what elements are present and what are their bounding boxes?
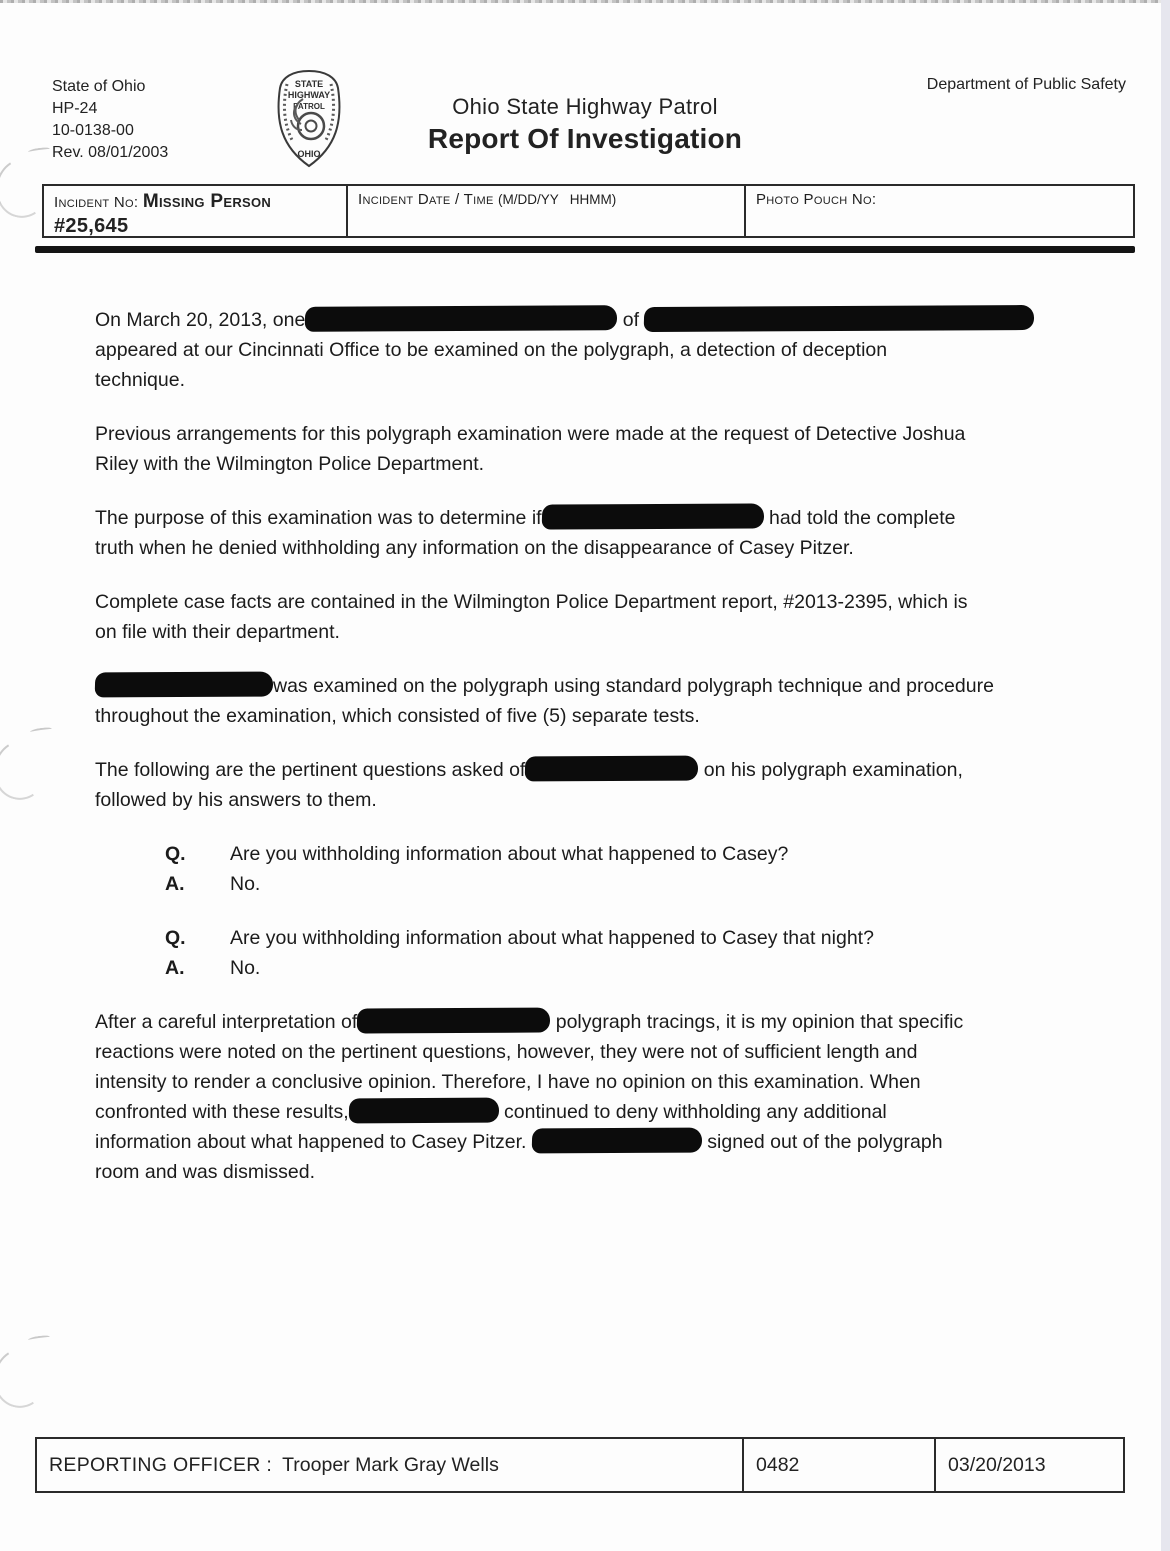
body-paragraph <box>95 305 1090 395</box>
body-text: followed by his answers to them. <box>95 789 377 811</box>
body-text: signed out of the polygraph <box>701 1131 943 1153</box>
question-label: Q. <box>165 927 186 949</box>
paragraph-line <box>95 1157 1090 1187</box>
body-text: room and was dismissed. <box>95 1161 316 1183</box>
body-text: Riley with the Wilmington Police Department. <box>95 453 485 475</box>
answer-row <box>165 869 1090 899</box>
body-paragraph <box>95 419 1090 479</box>
incident-date-cell <box>348 186 746 236</box>
redaction-bar <box>348 1098 499 1124</box>
photo-pouch-cell <box>746 186 1133 236</box>
report-title: Report Of Investigation <box>427 123 743 154</box>
paragraph-line <box>95 785 1090 815</box>
question-text: Are you withholding information about what happened to Casey that night? <box>230 927 874 949</box>
answer-label: A. <box>165 957 185 979</box>
paragraph-line <box>95 335 1090 365</box>
body-text: throughout the examination, which consisted of five (5) separate tests. <box>95 705 700 727</box>
scan-edge-right <box>1161 0 1170 1551</box>
body-text: After a careful interpretation of <box>95 1011 358 1033</box>
body-text: continued to deny withholding any additional <box>498 1101 887 1123</box>
scan-curl-artifact <box>0 734 54 805</box>
redaction-bar <box>95 672 274 698</box>
redaction-bar <box>357 1008 551 1034</box>
form-meta-line: Rev. 08/01/2003 <box>52 144 169 161</box>
question-row <box>165 923 1090 953</box>
incident-no-label: Incident No: <box>54 194 139 211</box>
body-text: On March 20, 2013, one <box>95 309 306 331</box>
reporting-officer-name: Trooper Mark Gray Wells <box>282 1453 499 1476</box>
svg-text:OHIO: OHIO <box>297 149 321 159</box>
paragraph-line <box>95 365 1090 395</box>
paragraph-line <box>95 305 1090 335</box>
body-paragraph <box>95 1007 1090 1187</box>
paragraph-line <box>95 1007 1090 1037</box>
paragraph-line <box>95 1127 1090 1157</box>
body-text: The purpose of this examination was to determine if <box>95 507 542 529</box>
body-text: had told the complete <box>763 507 956 529</box>
paragraph-line <box>95 449 1090 479</box>
question-answer-block <box>95 839 1090 899</box>
incident-no-cell <box>44 186 348 236</box>
report-date: 03/20/2013 <box>948 1453 1046 1476</box>
svg-text:PATROL: PATROL <box>293 102 325 111</box>
photo-pouch-label: Photo Pouch No: <box>756 191 877 208</box>
paragraph-line <box>95 419 1090 449</box>
body-paragraph <box>95 503 1090 563</box>
body-text: reactions were noted on the pertinent questions, however, they were not of sufficient length and <box>95 1041 918 1063</box>
redaction-bar <box>541 504 764 530</box>
redaction-bar <box>525 756 699 782</box>
svg-text:STATE: STATE <box>294 79 324 89</box>
answer-text: No. <box>230 873 261 895</box>
header-titles <box>0 94 1170 155</box>
redaction-bar <box>305 306 618 333</box>
incident-no-value: Missing Person <box>142 191 272 212</box>
answer-text: No. <box>230 957 261 979</box>
reporting-officer-label: REPORTING OFFICER : <box>49 1453 273 1476</box>
body-text: technique. <box>95 369 185 391</box>
body-text: The following are the pertinent questions asked of <box>95 759 526 781</box>
redaction-bar <box>644 305 1035 332</box>
incident-date-format: (M/DD/YY HHMM) <box>498 192 617 207</box>
report-date-cell <box>936 1439 1123 1491</box>
incident-number: #25,645 <box>54 215 129 237</box>
body-text: was examined on the polygraph using standard polygraph technique and procedure <box>273 675 994 697</box>
section-divider-rule <box>35 246 1135 253</box>
agency-name: Ohio State Highway Patrol <box>452 94 718 119</box>
paragraph-line <box>95 587 1090 617</box>
svg-text:HIGHWAY: HIGHWAY <box>287 90 331 100</box>
paragraph-line <box>95 617 1090 647</box>
incident-date-label: Incident Date / Time <box>358 191 494 208</box>
scan-curl-artifact <box>0 1342 54 1413</box>
question-label: Q. <box>165 843 186 865</box>
body-text: Previous arrangements for this polygraph examination were made at the request of Detective Joshua <box>95 423 966 445</box>
body-paragraph <box>95 587 1090 647</box>
scan-dash-artifact <box>28 1334 50 1342</box>
question-row <box>165 839 1090 869</box>
body-paragraph <box>95 755 1090 815</box>
body-text: truth when he denied withholding any information on the disappearance of Casey Pitzer. <box>95 537 854 559</box>
officer-badge-number: 0482 <box>756 1453 800 1476</box>
scan-dash-artifact <box>30 726 52 734</box>
officer-badge-number-cell <box>744 1439 936 1491</box>
paragraph-line <box>95 503 1090 533</box>
body-text: appeared at our Cincinnati Office to be examined on the polygraph, a detection of deception <box>95 339 888 361</box>
body-content <box>95 305 1090 1211</box>
answer-row <box>165 953 1090 983</box>
body-text: of <box>617 309 645 331</box>
paragraph-line <box>95 755 1090 785</box>
paragraph-line <box>95 1037 1090 1067</box>
scan-edge-top <box>0 0 1170 3</box>
answer-label: A. <box>165 873 185 895</box>
paragraph-line <box>95 1097 1090 1127</box>
reporting-officer-table <box>35 1437 1125 1493</box>
form-meta-line: HP-24 <box>52 100 98 117</box>
department-name: Department of Public Safety <box>926 76 1126 93</box>
body-text: information about what happened to Casey Pitzer. <box>95 1131 532 1153</box>
body-paragraph <box>95 671 1090 731</box>
body-text: polygraph tracings, it is my opinion that specific <box>550 1011 964 1033</box>
body-text: intensity to render a conclusive opinion. Therefore, I have no opinion on this examination. When <box>95 1071 921 1093</box>
body-text: Complete case facts are contained in the Wilmington Police Department report, #2013-2395, which is <box>95 591 968 613</box>
redaction-bar <box>531 1128 702 1154</box>
body-text: confronted with these results, <box>95 1101 349 1123</box>
form-meta-line: 10-0138-00 <box>52 122 134 139</box>
paragraph-line <box>95 701 1090 731</box>
body-text: on file with their department. <box>95 621 340 643</box>
incident-header-table <box>42 184 1135 238</box>
question-answer-block <box>95 923 1090 983</box>
body-text: on his polygraph examination, <box>698 759 963 781</box>
paragraph-line <box>95 671 1090 701</box>
paragraph-line <box>95 533 1090 563</box>
form-meta-line: State of Ohio <box>52 78 146 95</box>
reporting-officer-cell <box>37 1439 744 1491</box>
question-text: Are you withholding information about what happened to Casey? <box>230 843 789 865</box>
paragraph-line <box>95 1067 1090 1097</box>
